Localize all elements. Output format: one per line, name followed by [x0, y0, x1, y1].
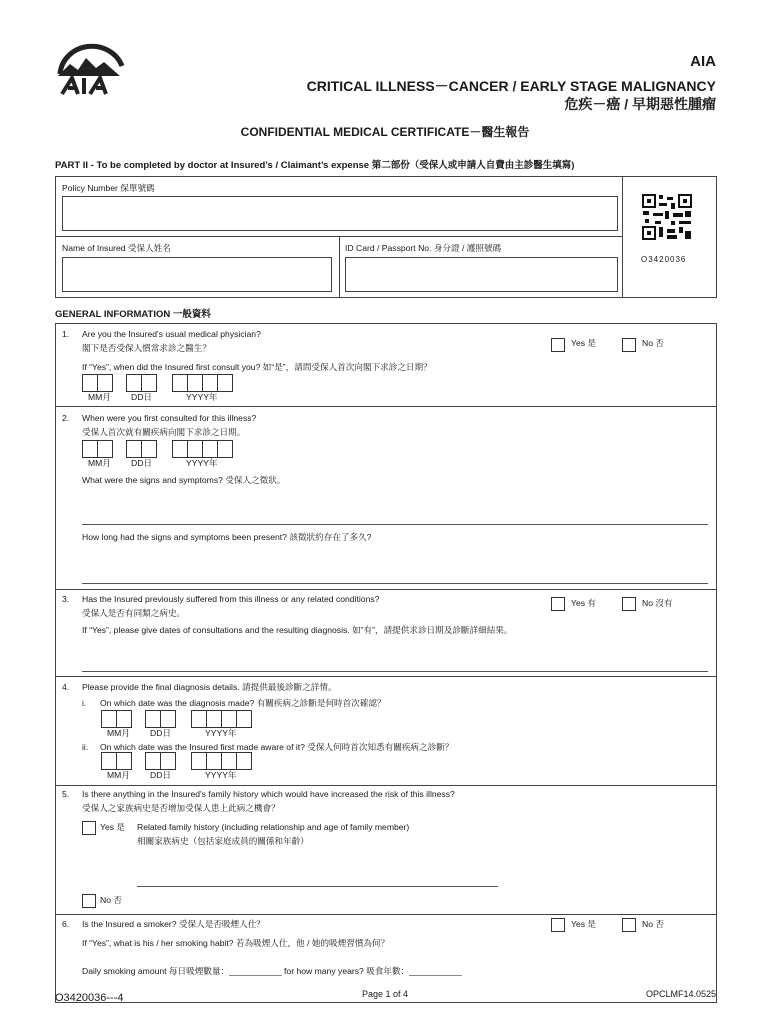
q6-no-label: No 否	[642, 919, 664, 929]
q4-number: 4.	[62, 682, 70, 692]
policy-number-label: Policy Number 保單號碼	[62, 183, 155, 193]
q6-text-en: Is the Insured a smoker? 受保人是否吸煙人仕？	[82, 919, 265, 929]
q2-dd-1[interactable]	[126, 440, 142, 458]
q4i-yyyy-1[interactable]	[191, 710, 207, 728]
q5-yes-checkbox[interactable]	[82, 821, 96, 835]
q4i-yyyy-2[interactable]	[206, 710, 222, 728]
q1-yes-label: Yes 是	[571, 338, 597, 348]
general-info-heading: GENERAL INFORMATION 一般資料	[55, 309, 211, 320]
q1-yyyy-label: YYYY年	[186, 392, 218, 402]
id-card-label: ID Card / Passport No. 身分證 / 護照號碼	[345, 243, 502, 253]
title-en: CRITICAL ILLNESS－CANCER / EARLY STAGE MALIGNANCY	[306, 78, 716, 94]
q1-mm-label: MM月	[88, 392, 111, 402]
q3-no-checkbox[interactable]	[622, 597, 636, 611]
q4i-dd-2[interactable]	[160, 710, 176, 728]
q2-text-en: When were you first consulted for this illness?	[82, 413, 257, 423]
q4ii-dd-2[interactable]	[160, 752, 176, 770]
q1-dd-2[interactable]	[141, 374, 157, 392]
q4ii-yyyy-4[interactable]	[236, 752, 252, 770]
form-code: O3420036	[641, 255, 687, 264]
brand-name: AIA	[690, 53, 716, 70]
q4-text-en: Please provide the final diagnosis details. 請提供最後診斷之詳情。	[82, 682, 337, 692]
q4ii-yyyy-3[interactable]	[221, 752, 237, 770]
q3-followup: If “Yes”, please give dates of consultations and the resulting diagnosis. 如”有”，請提供求診日期及診斷詳細結果。	[82, 625, 513, 635]
q3-followup-line[interactable]	[82, 671, 708, 672]
q4-i-text: On which date was the diagnosis made? 有關疾病之診斷是何時首次確認？	[100, 698, 386, 708]
name-of-insured-label: Name of Insured 受保人姓名	[62, 243, 171, 253]
q4ii-mm-2[interactable]	[116, 752, 132, 770]
q3-text-zh: 受保人是否有同類之病史。	[82, 608, 186, 618]
q2-duration-line[interactable]	[82, 583, 708, 584]
q1-yes-checkbox[interactable]	[551, 338, 565, 352]
q1-dd-1[interactable]	[126, 374, 142, 392]
q1-followup: If “Yes”, when did the Insured first consult you? 如“是”，請問受保人首次向閣下求診之日期？	[82, 362, 432, 372]
q2-number: 2.	[62, 413, 70, 423]
q4i-mm-1[interactable]	[101, 710, 117, 728]
q1-yyyy-1[interactable]	[172, 374, 188, 392]
subtitle: CONFIDENTIAL MEDICAL CERTIFICATE－醫生報告	[240, 125, 530, 139]
q2-mm-1[interactable]	[82, 440, 98, 458]
q6-yes-checkbox[interactable]	[551, 918, 565, 932]
q1-yyyy-2[interactable]	[187, 374, 203, 392]
q1-yyyy-4[interactable]	[217, 374, 233, 392]
q4ii-mm-label: MM月	[107, 770, 130, 780]
part-heading: PART II - To be completed by doctor at Insured’s / Claimant’s expense 第二部份（受保人或申請人自費由主診醫生填寫)	[55, 160, 575, 171]
q4i-yyyy-4[interactable]	[236, 710, 252, 728]
aia-logo	[52, 34, 128, 100]
q5-text-zh: 受保人之家族病史是否增加受保人患上此病之機會？	[82, 803, 280, 813]
q5-number: 5.	[62, 789, 70, 799]
q3-yes-checkbox[interactable]	[551, 597, 565, 611]
q2-yyyy-4[interactable]	[217, 440, 233, 458]
q6-amount: Daily smoking amount 每日吸煙數量：___________ for how many years? 吸食年數：___________	[82, 966, 462, 976]
questions-table	[55, 323, 717, 1003]
q2-duration-label: How long had the signs and symptoms been present? 該徵狀約存在了多久?	[82, 532, 372, 542]
id-card-input[interactable]	[345, 257, 618, 292]
q4-ii-text: On which date was the Insured first made aware of it? 受保人何時首次知悉有關疾病之診斷？	[100, 742, 454, 752]
q1-dd-label: DD日	[131, 392, 153, 402]
qr-code-icon	[641, 193, 693, 241]
q4-ii-number: ii.	[82, 742, 89, 752]
footer-form: OPCLMF14.0525	[645, 989, 716, 999]
q3-text-en: Has the Insured previously suffered from this illness or any related conditions?	[82, 594, 380, 604]
q1-mm-2[interactable]	[97, 374, 113, 392]
footer-page: Page 1 of 4	[361, 989, 409, 999]
q2-yyyy-1[interactable]	[172, 440, 188, 458]
q2-yyyy-3[interactable]	[202, 440, 218, 458]
q2-mm-2[interactable]	[97, 440, 113, 458]
q4i-dd-1[interactable]	[145, 710, 161, 728]
q4i-mm-label: MM月	[107, 728, 130, 738]
q2-dd-2[interactable]	[141, 440, 157, 458]
logo-mark	[52, 34, 128, 100]
q4i-yyyy-label: YYYY年	[205, 728, 237, 738]
q3-number: 3.	[62, 594, 70, 604]
title-zh: 危疾－癌 / 早期惡性腫瘤	[564, 96, 716, 112]
q2-text-zh: 受保人首次就有關疾病向閣下求診之日期。	[82, 427, 246, 437]
q1-no-label: No 否	[642, 338, 664, 348]
q5-no-label: No 否	[100, 895, 122, 905]
q5-yes-label: Yes 是	[100, 822, 126, 832]
q2-symptoms-line[interactable]	[82, 524, 708, 525]
q4ii-dd-1[interactable]	[145, 752, 161, 770]
q4ii-yyyy-label: YYYY年	[205, 770, 237, 780]
q2-yyyy-2[interactable]	[187, 440, 203, 458]
q5-related-zh: 相關家族病史（包括家庭成員的關係和年齡）	[137, 836, 309, 846]
q2-yyyy-label: YYYY年	[186, 458, 218, 468]
q1-yyyy-3[interactable]	[202, 374, 218, 392]
q4i-dd-label: DD日	[150, 728, 172, 738]
footer-code: O3420036---4	[55, 992, 124, 1004]
q5-related-en: Related family history (including relationship and age of family member)	[137, 822, 410, 832]
q5-related-line[interactable]	[137, 886, 498, 887]
q1-text-zh: 閣下是否受保人慣常求診之醫生？	[82, 343, 211, 353]
q2-dd-label: DD日	[131, 458, 153, 468]
q6-yes-label: Yes 是	[571, 919, 597, 929]
q4i-yyyy-3[interactable]	[221, 710, 237, 728]
q4ii-dd-label: DD日	[150, 770, 172, 780]
q6-no-checkbox[interactable]	[622, 918, 636, 932]
q6-habit: If “Yes”, what is his / her smoking habit? 若為吸煙人仕，他 / 她的吸煙習慣為何？	[82, 938, 390, 948]
q3-no-label: No 沒有	[642, 598, 673, 608]
q5-no-checkbox[interactable]	[82, 894, 96, 908]
q4-i-number: i.	[82, 698, 87, 708]
q4ii-mm-1[interactable]	[101, 752, 117, 770]
q6-number: 6.	[62, 919, 70, 929]
q5-text-en: Is there anything in the Insured's family history which would have increased the risk of this illness?	[82, 789, 455, 799]
name-of-insured-input[interactable]	[62, 257, 332, 292]
q4ii-yyyy-2[interactable]	[206, 752, 222, 770]
policy-number-input[interactable]	[62, 196, 618, 231]
q2-symptoms-label: What were the signs and symptoms? 受保人之徵狀。	[82, 475, 286, 485]
q3-yes-label: Yes 有	[571, 598, 597, 608]
q1-text-en: Are you the Insured's usual medical physician?	[82, 329, 261, 339]
q2-mm-label: MM月	[88, 458, 111, 468]
q4i-mm-2[interactable]	[116, 710, 132, 728]
q4ii-yyyy-1[interactable]	[191, 752, 207, 770]
q1-mm-1[interactable]	[82, 374, 98, 392]
q1-no-checkbox[interactable]	[622, 338, 636, 352]
q1-number: 1.	[62, 329, 70, 339]
